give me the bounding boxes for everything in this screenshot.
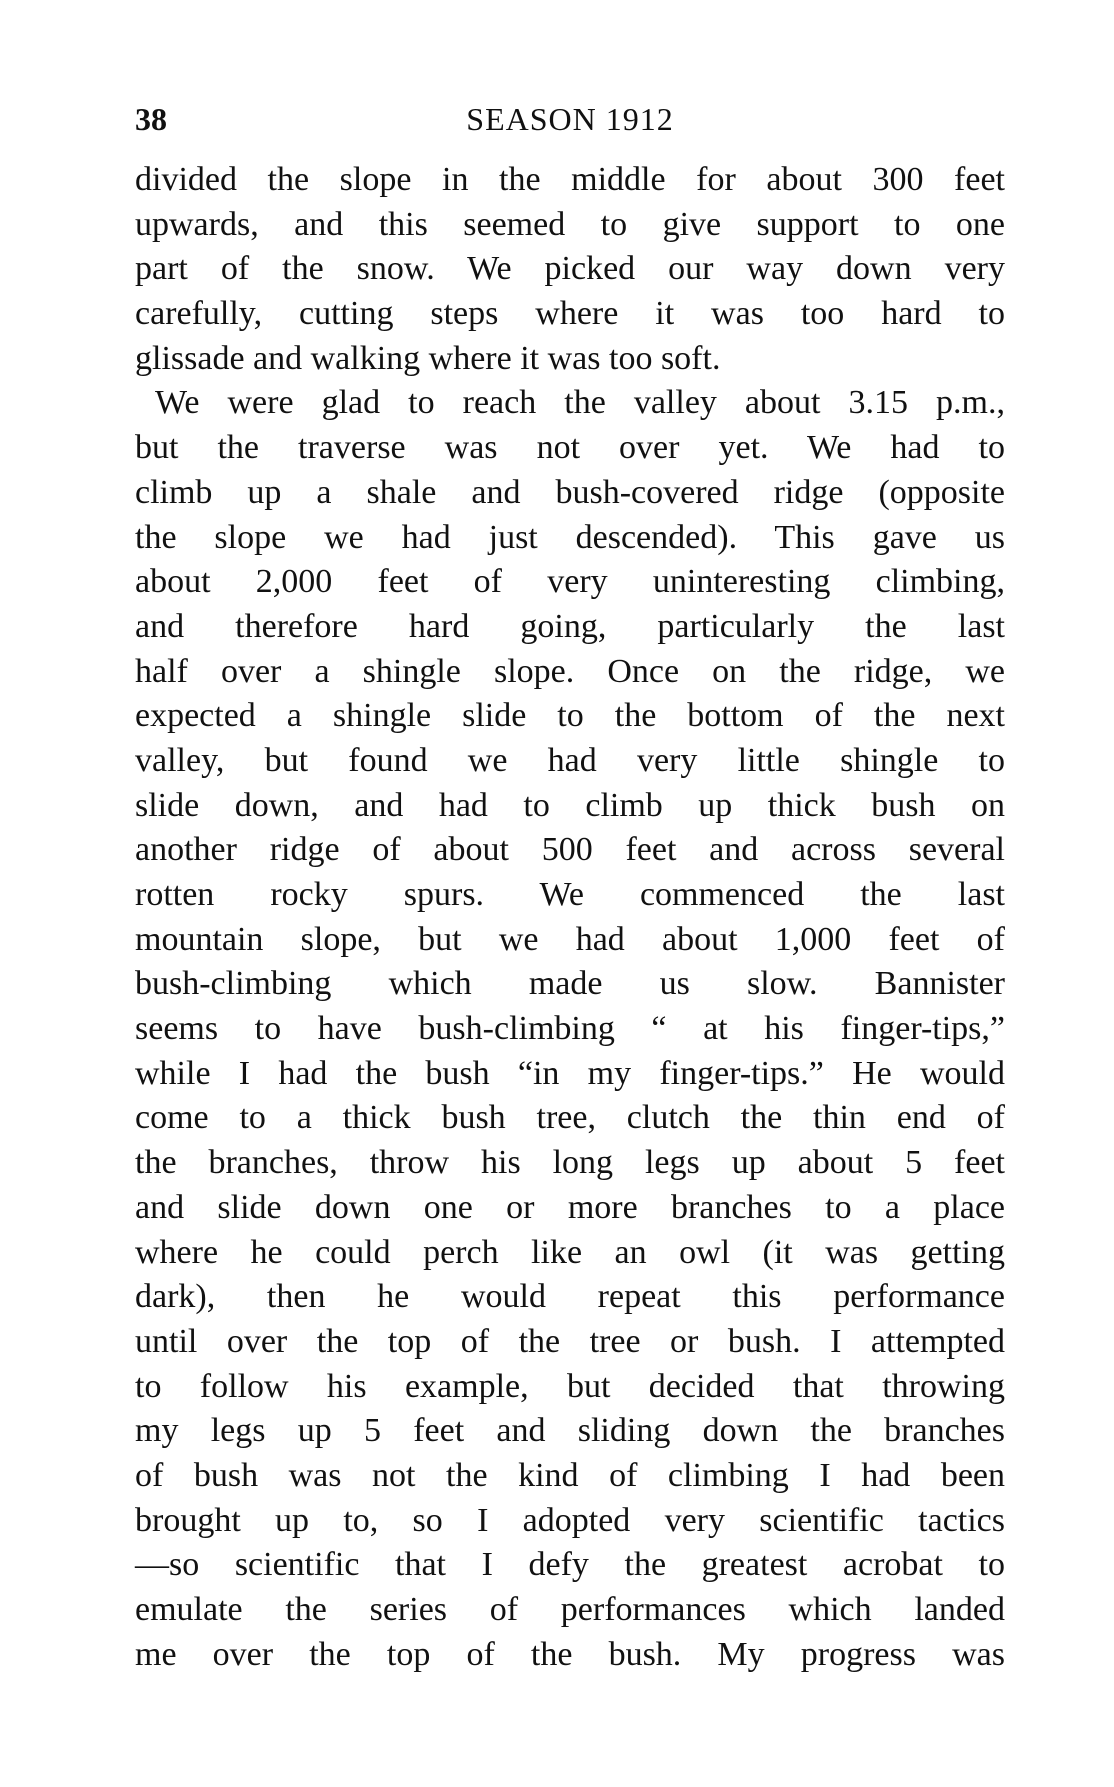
text-line: bush-climbing which made us slow. Bannister: [135, 965, 1005, 1003]
text-line: me over the top of the bush. My progress was: [135, 1635, 1005, 1673]
text-line: glissade and walking where it was too soft.: [135, 339, 721, 377]
text-line: —so scientific that I defy the greatest acrobat to: [135, 1546, 1005, 1584]
text-line: expected a shingle slide to the bottom of the next: [135, 697, 1005, 735]
page-number: 38: [135, 101, 167, 137]
text-line: slide down, and had to climb up thick bush on: [135, 786, 1005, 824]
running-head: [135, 96, 1005, 142]
text-line: and therefore hard going, particularly the last: [135, 607, 1005, 645]
text-line: while I had the bush “in my finger-tips.” He would: [135, 1054, 1005, 1092]
text-line: valley, but found we had very little shingle to: [135, 741, 1005, 779]
text-line: the slope we had just descended). This gave us: [135, 518, 1005, 556]
text-line: carefully, cutting steps where it was too hard to: [135, 295, 1005, 333]
text-line: climb up a shale and bush-covered ridge (opposite: [135, 473, 1005, 511]
text-line: mountain slope, but we had about 1,000 feet of: [135, 920, 1005, 958]
paragraph-start-line: We were glad to reach the valley about 3.15 p.m.,: [155, 384, 1005, 422]
text-line: upwards, and this seemed to give support to one: [135, 205, 1005, 243]
body-text: [135, 158, 1005, 1677]
text-line: emulate the series of performances which landed: [135, 1591, 1005, 1628]
text-line: come to a thick bush tree, clutch the thin end of: [135, 1099, 1005, 1137]
text-line: but the traverse was not over yet. We had to: [135, 429, 1005, 467]
text-line: about 2,000 feet of very uninteresting climbing,: [135, 563, 1005, 601]
running-title: SEASON 1912: [466, 101, 674, 137]
text-line: of bush was not the kind of climbing I had been: [135, 1456, 1005, 1494]
text-line: part of the snow. We picked our way down very: [135, 250, 1005, 288]
text-line: the branches, throw his long legs up about 5 feet: [135, 1144, 1005, 1182]
text-line: another ridge of about 500 feet and across several: [135, 831, 1005, 869]
text-line: to follow his example, but decided that throwing: [135, 1367, 1005, 1405]
text-line: my legs up 5 feet and sliding down the branches: [135, 1412, 1005, 1450]
text-line: until over the top of the tree or bush. I attempted: [135, 1322, 1005, 1360]
text-line: where he could perch like an owl (it was getting: [135, 1233, 1005, 1271]
text-line: half over a shingle slope. Once on the ridge, we: [135, 652, 1005, 690]
text-line: brought up to, so I adopted very scientific tactics: [135, 1501, 1005, 1539]
text-line: seems to have bush-climbing “ at his finger-tips,”: [135, 1010, 1005, 1048]
text-line: dark), then he would repeat this performance: [135, 1278, 1005, 1316]
text-line: rotten rocky spurs. We commenced the last: [135, 876, 1005, 913]
text-line: and slide down one or more branches to a place: [135, 1188, 1005, 1226]
text-line: divided the slope in the middle for about 300 feet: [135, 161, 1005, 198]
